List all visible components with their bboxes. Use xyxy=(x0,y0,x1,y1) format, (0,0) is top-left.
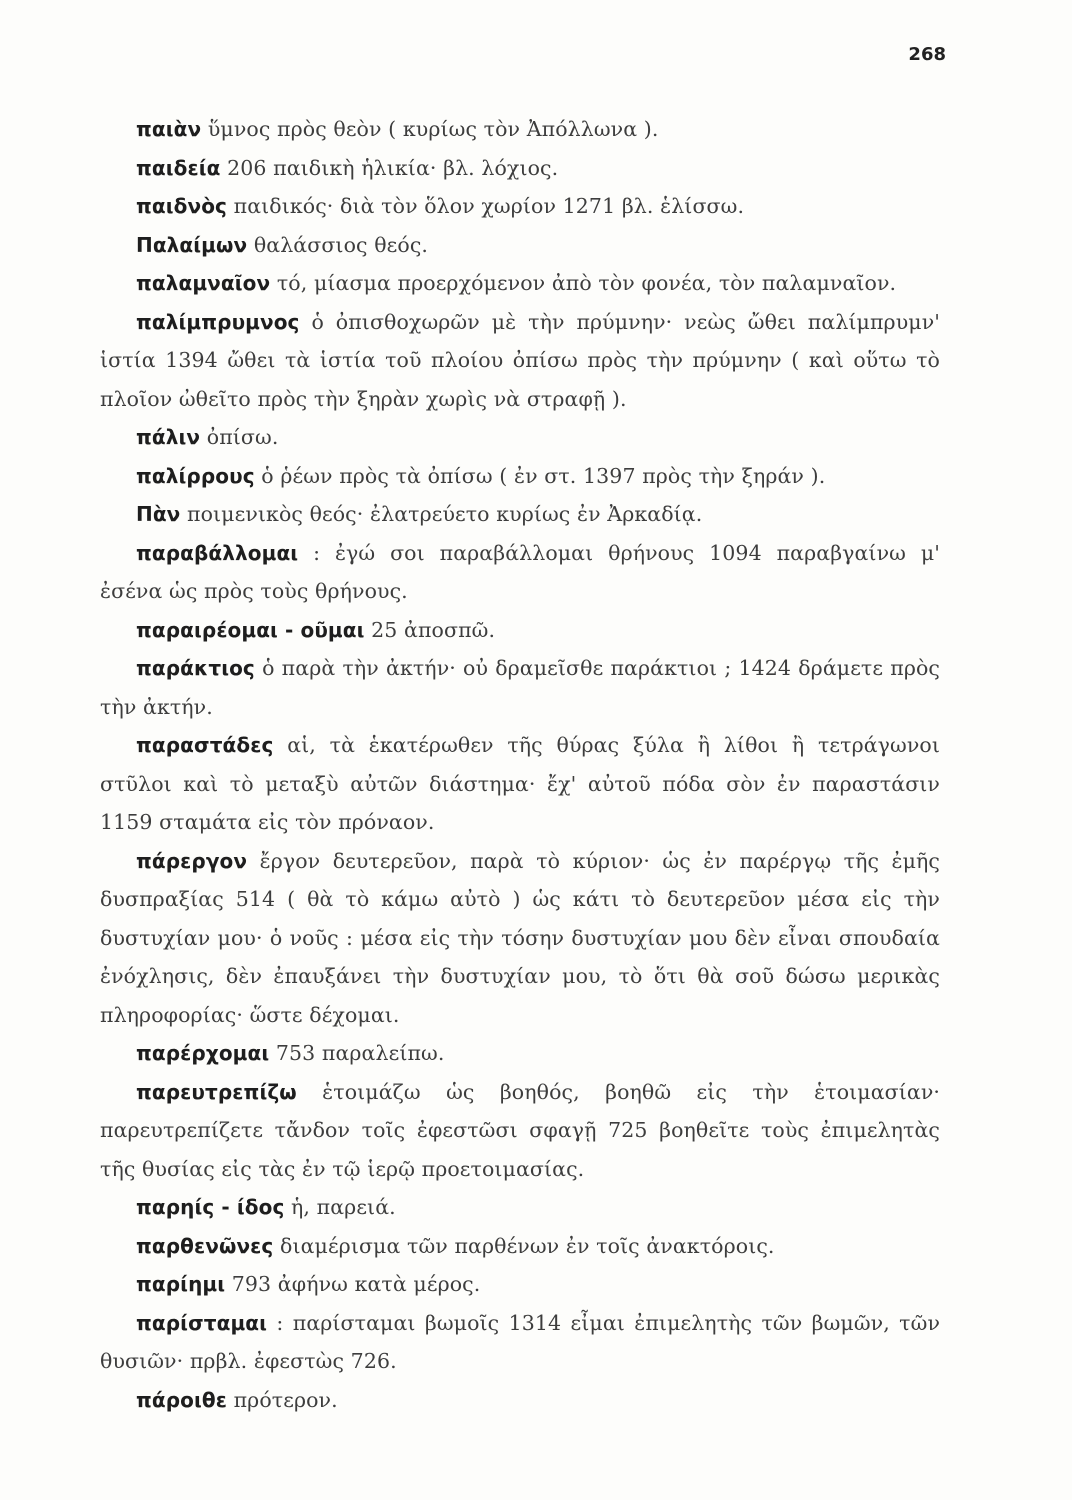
entry-text: αἱ, τὰ ἑκατέρωθεν τῆς θύρας ξύλα ἢ λίθοι ἢ τετράγωνοι στῦλοι καὶ τὸ μεταξὺ αὐτῶν διάστημα· ἔχ' αὐτοῦ πόδα σὸν ἐν παραστάσιν 1159 σταμάτα εἰς τὸν πρόναον. xyxy=(100,733,940,834)
entry xyxy=(100,1034,940,1073)
entry xyxy=(100,1265,940,1304)
entry xyxy=(100,534,940,611)
entry xyxy=(100,457,940,496)
entry-text: ὀπίσω. xyxy=(206,425,279,449)
entry xyxy=(100,264,940,303)
entry-headword: πάλιν xyxy=(136,425,201,449)
entry-text: 206 παιδικὴ ἡλικία· βλ. λόχιος. xyxy=(227,155,559,180)
entry-headword: Πὰν xyxy=(136,502,181,526)
entry-headword: παλίμπρυμνος xyxy=(136,309,300,334)
entry xyxy=(100,1304,940,1381)
entry xyxy=(100,649,940,726)
entry-text: πρότερον. xyxy=(233,1387,338,1412)
entry-headword: παρέρχομαι xyxy=(136,1041,270,1065)
page-number: 268 xyxy=(908,44,946,65)
entry-headword: παιδεία xyxy=(136,155,221,180)
entry-headword: πάροιθε xyxy=(136,1387,227,1412)
entry xyxy=(100,842,940,1035)
entry-text: : παρίσταμαι βωμοῖς 1314 εἶμαι ἐπιμελητὴς τῶν βωμῶν, τῶν θυσιῶν· πρβλ. ἐφεστὼς 726. xyxy=(100,1310,941,1373)
entry-text: διαμέρισμα τῶν παρθένων ἐν τοῖς ἀνακτόροις. xyxy=(280,1233,775,1258)
entry-text: τό, μίασμα προερχόμενον ἀπὸ τὸν φονέα, τὸν παλαμναῖον. xyxy=(276,271,897,295)
entry-text: ὕμνος πρὸς θεὸν ( κυρίως τὸν Ἀπόλλωνα ). xyxy=(207,117,659,141)
entry-text: παιδικός· διὰ τὸν ὅλον χωρίον 1271 βλ. ἑλίσσω. xyxy=(233,194,745,218)
entry-headword: παρηίς - ίδος xyxy=(136,1195,285,1219)
entry xyxy=(100,226,940,265)
entry xyxy=(100,1381,940,1420)
entry xyxy=(100,418,940,457)
entry xyxy=(100,187,940,226)
entry-headword: παραβάλλομαι xyxy=(136,540,299,565)
entry-text: ποιμενικὸς θεός· ἐλατρεύετο κυρίως ἐν Ἀρκαδίᾳ. xyxy=(187,502,703,526)
entry xyxy=(100,1227,940,1266)
entry xyxy=(100,611,940,650)
entry-text: 793 ἀφήνω κατὰ μέρος. xyxy=(231,1272,481,1296)
entry-text: : ἐγώ σοι παραβάλλομαι θρήνους 1094 παραβγαίνω μ' ἐσένα ὡς πρὸς τοὺς θρήνους. xyxy=(100,540,940,603)
entry xyxy=(100,149,940,188)
entry-text: ἔργον δευτερεῦον, παρὰ τὸ κύριον· ὡς ἐν παρέργῳ τῆς ἐμῆς δυσπραξίας 514 ( θὰ τὸ κάμω αὐτὸ ) ὡς κάτι τὸ δευτερεῦον μέσα εἰς τὴν δυστυχίαν μου· ὁ νοῦς : μέσα εἰς τὴν τόσην δυστυχίαν μου δὲν εἶναι σπουδαία ἐνόχλησις, δὲν ἐπαυξάνει τὴν δυστυχίαν μου, τὸ ὅτι θὰ σοῦ δώσω μερικὰς πληροφορίας· ὥστε δέχομαι. xyxy=(100,848,940,1027)
entry-text: ἑτοιμάζω ὡς βοηθός, βοηθῶ εἰς τὴν ἑτοιμασίαν· παρευτρεπίζετε τἄνδον τοῖς ἐφεστῶσι σφαγῇ 725 βοηθεῖτε τοὺς ἐπιμελητὰς τῆς θυσίας εἰς τὰς ἐν τῷ ἱερῷ προετοιμασίας. xyxy=(100,1079,940,1181)
entry-headword: παρίημι xyxy=(136,1272,226,1296)
entry-headword: παλαμναῖον xyxy=(136,271,271,295)
entry-headword: Παλαίμων xyxy=(136,232,248,257)
entry-headword: παλίρρους xyxy=(136,463,255,488)
entry-headword: παρίσταμαι xyxy=(136,1310,267,1335)
entry xyxy=(100,303,940,419)
entry-text: ὁ ῥέων πρὸς τὰ ὀπίσω ( ἐν στ. 1397 πρὸς τὴν ξηράν ). xyxy=(261,463,826,488)
entry-text: ἡ, παρειά. xyxy=(291,1195,396,1219)
entry-text: 25 ἀποσπῶ. xyxy=(371,617,496,642)
entry xyxy=(100,1188,940,1227)
entry xyxy=(100,110,940,149)
glossary-entries xyxy=(100,110,940,1419)
entry xyxy=(100,495,940,534)
entry-headword: παρθενῶνες xyxy=(136,1233,274,1258)
entry-headword: πάρεργον xyxy=(136,848,248,873)
entry-text: ὁ παρὰ τὴν ἀκτήν· οὐ δραμεῖσθε παράκτιοι ; 1424 δράμετε πρὸς τὴν ἀκτήν. xyxy=(100,656,940,719)
entry xyxy=(100,1073,940,1189)
entry-text: 753 παραλείπω. xyxy=(275,1041,445,1065)
entry-headword: παρευτρεπίζω xyxy=(136,1079,297,1104)
entry-headword: παιὰν xyxy=(136,117,202,141)
entry-headword: παραστάδες xyxy=(136,733,274,757)
entry xyxy=(100,726,940,842)
entry-headword: παραιρέομαι - οῦμαι xyxy=(136,617,365,642)
entry-text: ὁ ὀπισθοχωρῶν μὲ τὴν πρύμνην· νεὼς ὤθει παλίμπρυμν' ἱστία 1394 ὤθει τὰ ἱστία τοῦ πλοίου ὀπίσω πρὸς τὴν πρύμνην ( καὶ οὕτω τὸ πλοῖον ὠθεῖτο πρὸς τὴν ξηρὰν χωρὶς νὰ στραφῇ ). xyxy=(100,309,940,411)
entry-text: θαλάσσιος θεός. xyxy=(253,232,429,257)
entry-headword: παράκτιος xyxy=(136,656,255,680)
entry-headword: παιδνὸς xyxy=(136,194,228,218)
